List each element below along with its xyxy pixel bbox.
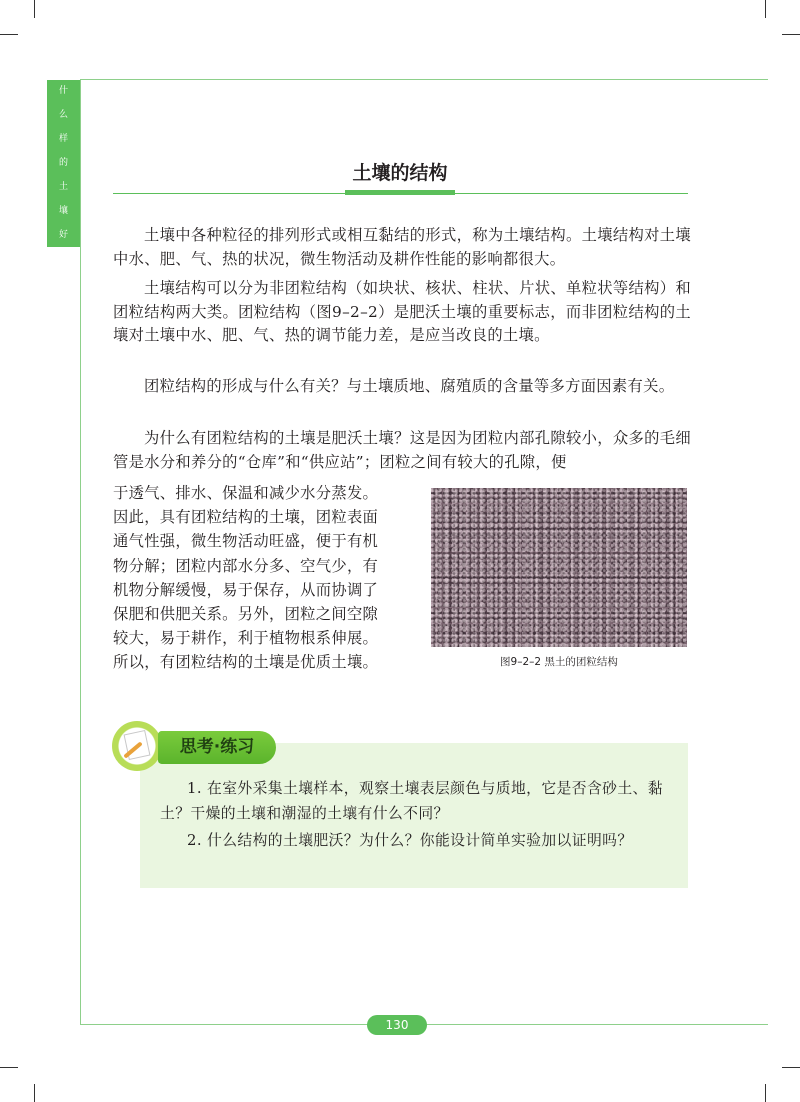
page-number: 130 bbox=[367, 1015, 427, 1035]
body-paragraph-wrapped bbox=[113, 481, 423, 675]
page-frame-top bbox=[80, 79, 768, 80]
crop-mark bbox=[782, 34, 800, 35]
figure-caption: 图9–2–2 黑土的团粒结构 bbox=[500, 656, 618, 668]
exercise-notebook-icon bbox=[112, 721, 162, 771]
exercise-heading: 思考·练习 bbox=[158, 731, 276, 764]
crop-mark bbox=[765, 0, 766, 18]
crop-mark bbox=[34, 0, 35, 18]
text-line: 机物分解缓慢，易于保存，从而协调了 bbox=[113, 580, 379, 599]
title-underline-accent bbox=[345, 190, 455, 195]
text-line: 因此，具有团粒结构的土壤，团粒表面 bbox=[113, 508, 379, 527]
body-paragraph: 土壤结构可以分为非团粒结构（如块状、核状、柱状、片状、单粒状等结构）和团粒结构两大类。团粒结构（图9–2–2）是肥沃土壤的重要标志，而非团粒结构的土壤对土壤中水、肥、气、热的调节能力差，是应当改良的土壤。 bbox=[113, 279, 691, 344]
section-title: 土壤的结构 bbox=[352, 162, 448, 184]
text-line: 保肥和供肥关系。另外，团粒之间空隙 bbox=[113, 605, 379, 624]
side-tab-char: 的 bbox=[58, 158, 68, 168]
body-paragraph: 团粒结构的形成与什么有关？与土壤质地、腐殖质的含量等多方面因素有关。 bbox=[144, 377, 675, 395]
page-frame-left bbox=[80, 79, 81, 1025]
side-tab-char: 什 bbox=[58, 86, 68, 96]
exercise-question: 1. 在室外采集土壤样本，观察土壤表层颜色与质地，它是否含砂土、黏土？干燥的土壤和潮湿的土壤有什么不同？ bbox=[160, 780, 663, 822]
black-soil-photo bbox=[431, 488, 687, 647]
crop-mark bbox=[765, 1084, 766, 1102]
text-line: 较大，易于耕作，利于植物根系伸展。 bbox=[113, 629, 379, 648]
crop-mark bbox=[0, 1067, 18, 1068]
body-paragraph: 为什么有团粒结构的土壤是肥沃土壤？这是因为团粒内部孔隙较小，众多的毛细管是水分和养分的“仓库”和“供应站”；团粒之间有较大的孔隙，便 bbox=[113, 429, 691, 471]
crop-mark bbox=[782, 1067, 800, 1068]
body-paragraph: 土壤中各种粒径的排列形式或相互黏结的形式，称为土壤结构。土壤结构对土壤中水、肥、气、热的状况，微生物活动及耕作性能的影响都很大。 bbox=[113, 226, 691, 268]
side-tab-char: 土 bbox=[58, 182, 68, 192]
side-tab-char: 样 bbox=[58, 134, 68, 144]
side-tab-char: 么 bbox=[58, 110, 68, 120]
side-tab-char: 好 bbox=[58, 230, 68, 240]
text-line: 于透气、排水、保温和减少水分蒸发。 bbox=[113, 484, 379, 502]
crop-mark bbox=[34, 1084, 35, 1102]
text-line: 物分解；团粒内部水分多、空气少，有 bbox=[113, 556, 379, 575]
text-line: 所以，有团粒结构的土壤是优质土壤。 bbox=[113, 653, 379, 672]
exercise-question: 2. 什么结构的土壤肥沃？为什么？你能设计简单实验加以证明吗？ bbox=[187, 832, 633, 849]
text-line: 通气性强，微生物活动旺盛，便于有机 bbox=[113, 532, 379, 551]
crop-mark bbox=[0, 34, 18, 35]
side-tab-char: 壤 bbox=[58, 206, 68, 216]
